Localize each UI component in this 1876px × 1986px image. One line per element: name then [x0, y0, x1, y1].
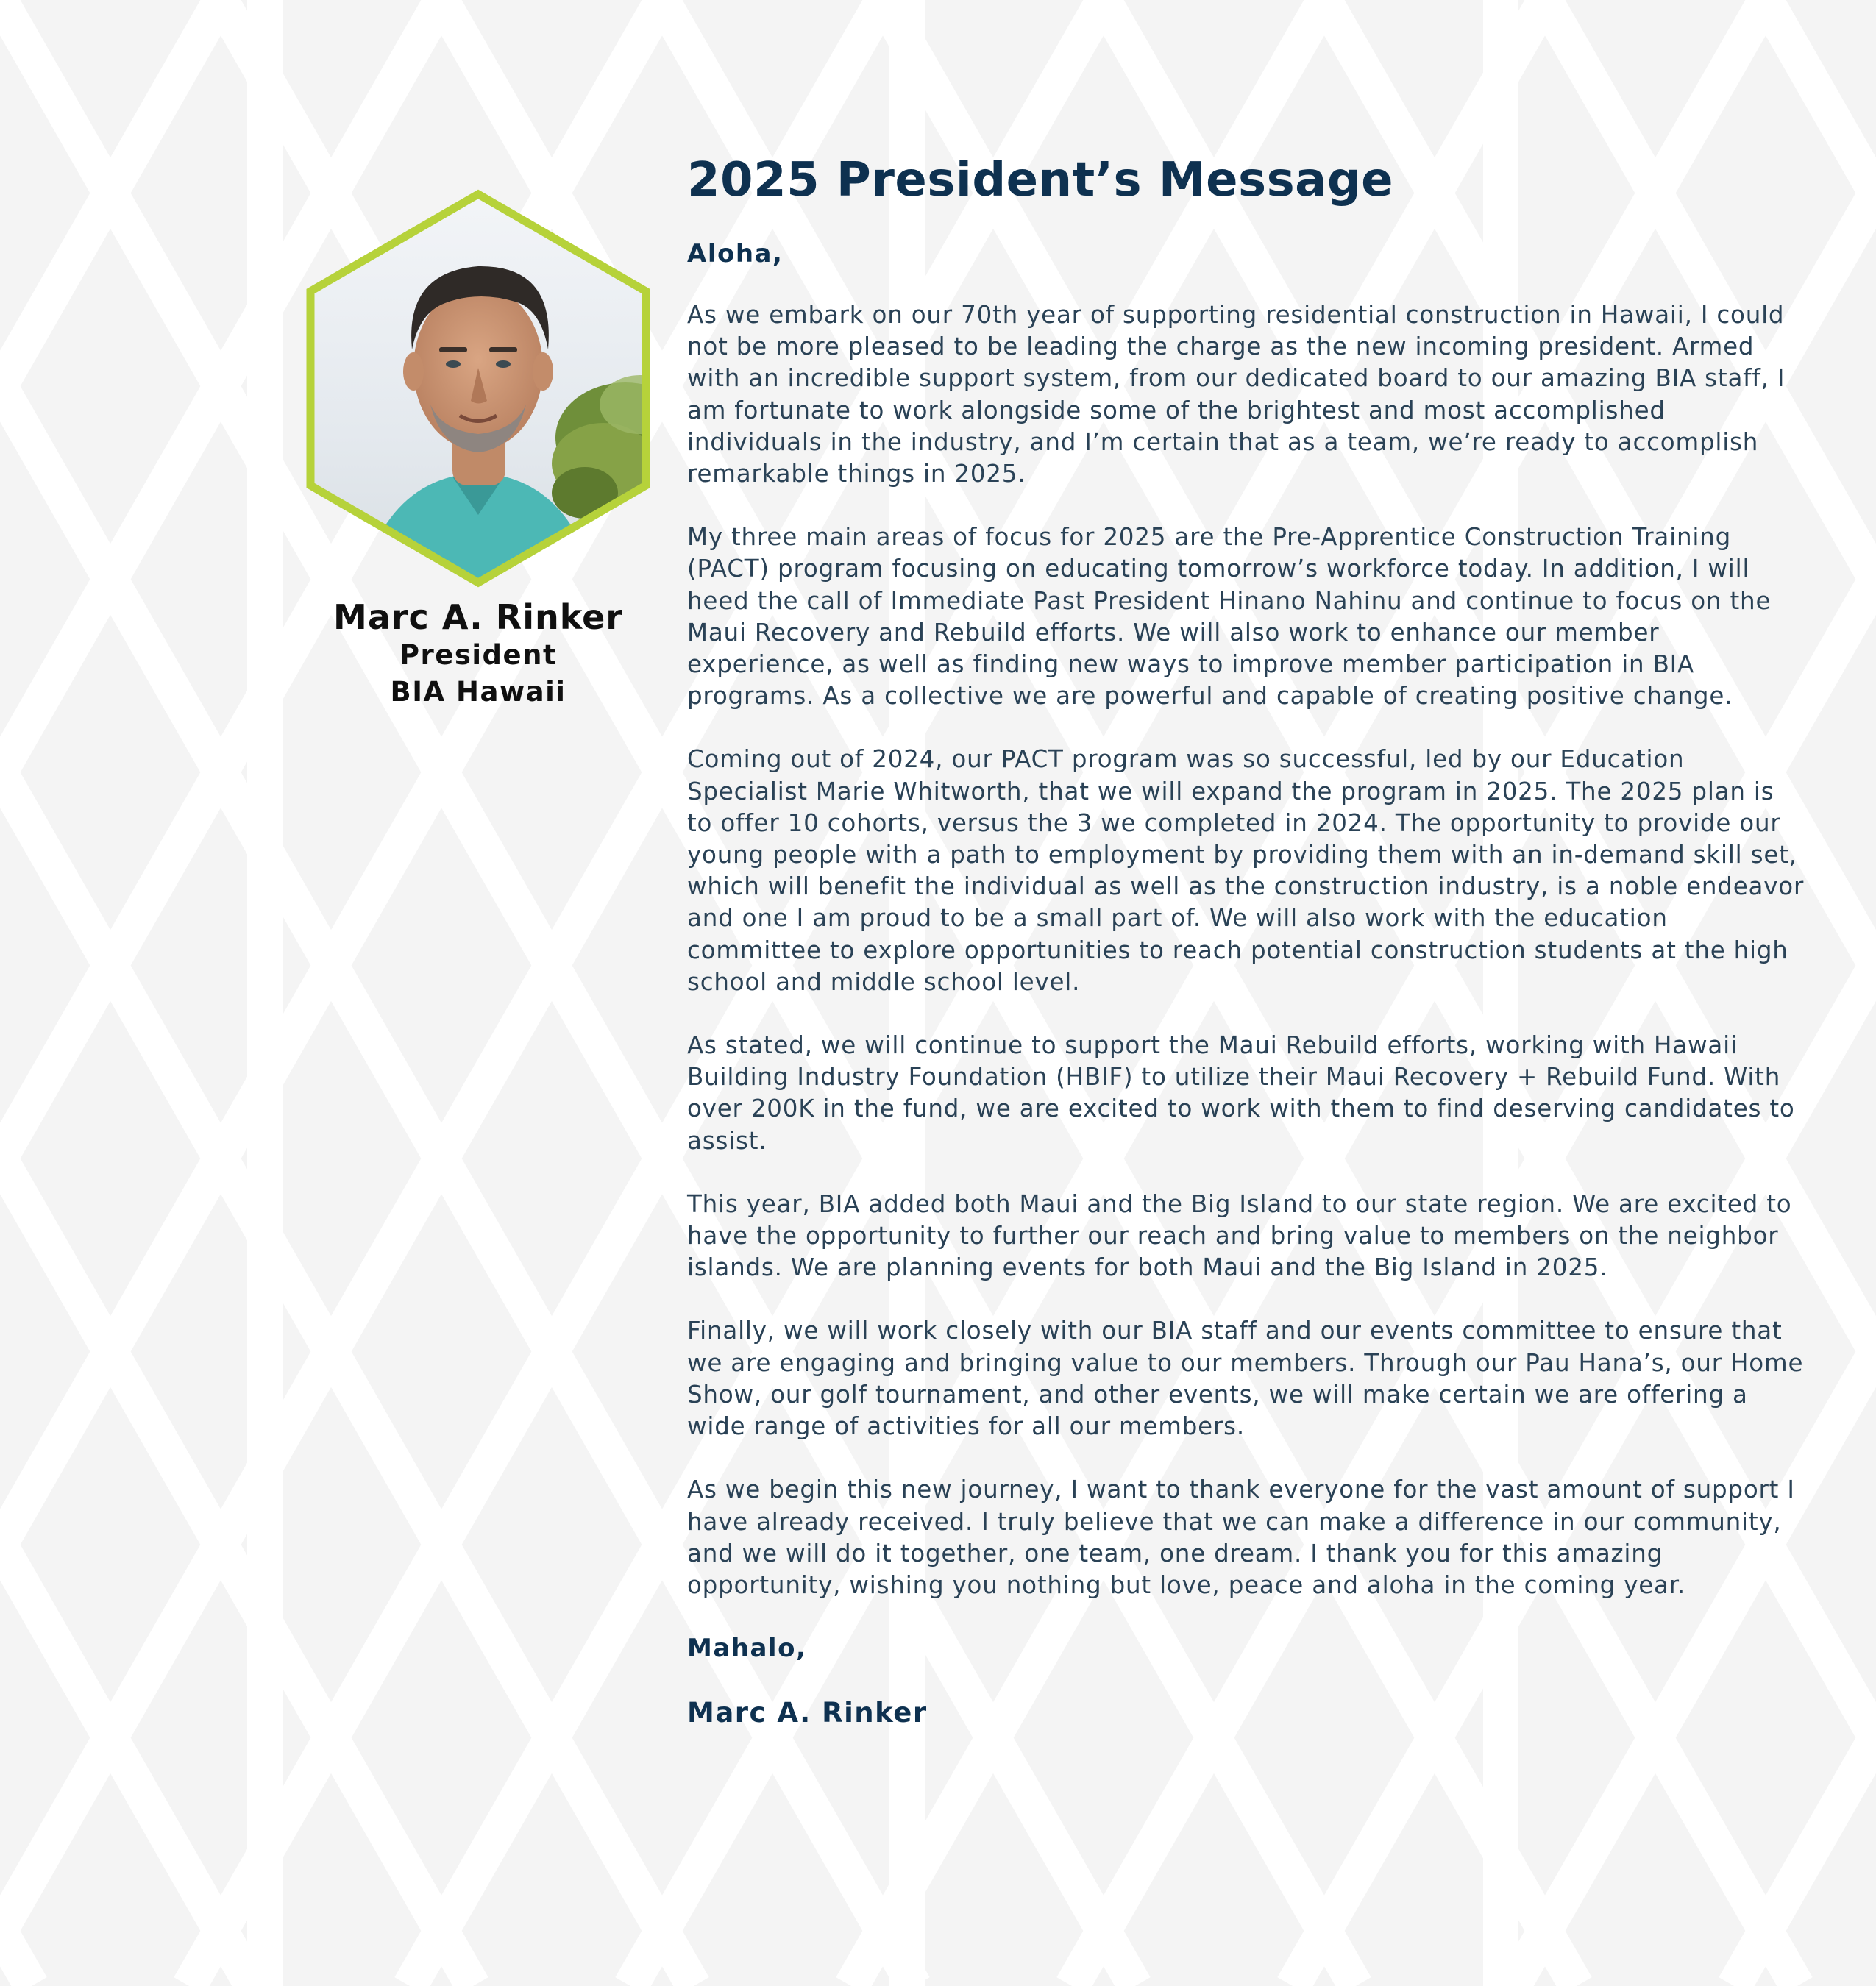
- portrait-photo: [294, 184, 662, 600]
- president-name: Marc A. Rinker: [333, 597, 623, 637]
- president-title: President: [399, 639, 558, 671]
- letter-body: [687, 147, 1805, 1729]
- paragraph-4: As stated, we will continue to support the Maui Rebuild efforts, working with Hawaii Building Industry Foundation (HBIF) to utilize their Maui Recovery + Rebuild Fund. With over 200K in the fund, we are excited to work with them to find deserving candidates to assist.: [687, 1031, 1795, 1155]
- paragraph-7: As we begin this new journey, I want to thank everyone for the vast amount of support I have already received. I truly believe that we can make a difference in our community, and we will do it together, one team, one dream. I thank you for this amazing opportunity, wishing you nothing but love, peace and aloha in the coming year.: [687, 1476, 1795, 1599]
- portrait-hexagon: [294, 184, 662, 600]
- paragraph-3: Coming out of 2024, our PACT program was so successful, led by our Education Specialist Marie Whitworth, that we will expand the program in 2025. The 2025 plan is to offer 10 cohorts, versus the 3 we completed in 2024. The opportunity to provide our young people with a path to employment by providing them with an in-demand skill set, which will benefit the individual as well as the construction industry, is a noble endeavor and one I am proud to be a small part of. We will also work with the education committee to explore opportunities to reach potential construction students at the high school and middle school level.: [687, 745, 1805, 996]
- page-title: 2025 President’s Message: [687, 153, 1394, 207]
- paragraph-2: My three main areas of focus for 2025 are the Pre-Apprentice Construction Training (PACT) program focusing on educating tomorrow’s workforce today. In addition, I will heed the call of Immediate Past President Hinano Nahinu and continue to focus on the Maui Recovery and Rebuild efforts. We will also work to enhance our member experience, as well as finding new ways to improve member participation in BIA programs. As a collective we are powerful and capable of creating positive change.: [687, 523, 1772, 711]
- closing: Mahalo,: [687, 1634, 807, 1664]
- president-name-block: [280, 597, 677, 711]
- president-sidebar: [280, 184, 677, 711]
- paragraph-6: Finally, we will work closely with our BIA staff and our events committee to ensure that we are engaging and bringing value to our members. Through our Pau Hana’s, our Home Show, our golf tournament, and other events, we will make certain we are offering a wide range of activities for all our members.: [687, 1317, 1804, 1441]
- organization-name: BIA Hawaii: [390, 676, 566, 708]
- paragraph-1: As we embark on our 70th year of supporting residential construction in Hawaii, I could not be more pleased to be leading the charge as the new incoming president. Armed with an incredible support system, from our dedicated board to our amazing BIA staff, I am fortunate to work alongside some of the brightest and most accomplished individuals in the industry, and I’m certain that as a team, we’re ready to accomplish remarkable things in 2025.: [687, 301, 1786, 488]
- signature: Marc A. Rinker: [687, 1697, 928, 1729]
- paragraph-5: This year, BIA added both Maui and the Big Island to our state region. We are excited to have the opportunity to further our reach and bring value to members on the neighbor islands. We are planning events for both Maui and the Big Island in 2025.: [687, 1189, 1792, 1282]
- greeting: Aloha,: [687, 239, 784, 268]
